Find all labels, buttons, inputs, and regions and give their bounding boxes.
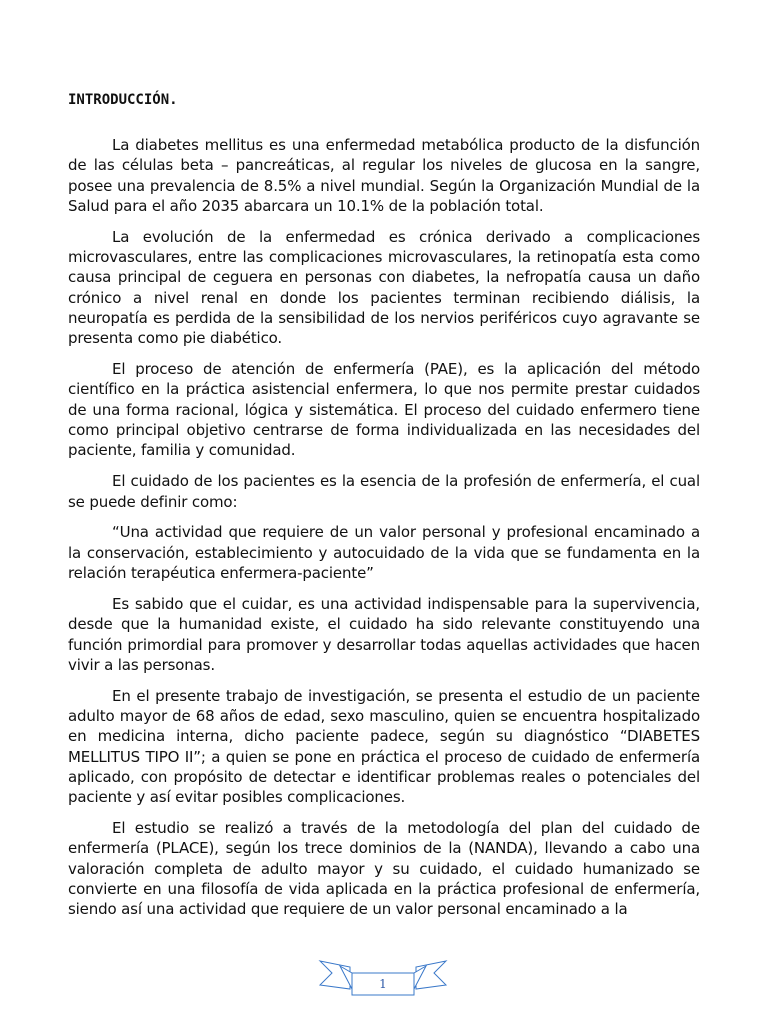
section-heading: INTRODUCCIÓN. (68, 92, 178, 108)
paragraph-2: La evolución de la enfermedad es crónica derivado a complicaciones microvasculares, entre las complicaciones microvasculares, la retinopatía esta como causa principal de ceguera en personas con diabetes, la nefropatía causa un daño crónico a nivel renal en donde los pacientes terminan recibiendo diálisis, la neuropatía es perdida de la sensibilidad de los nervios periféricos cuyo agravante se presenta como pie diabético. (68, 227, 700, 348)
document-body (68, 92, 700, 930)
paragraph-5-quote: “Una actividad que requiere de un valor personal y profesional encaminado a la conservación, establecimiento y autocuidado de la vida que se fundamenta en la relación terapéutica enfermera-paciente” (68, 523, 700, 583)
page-footer (318, 956, 448, 1004)
paragraph-1: La diabetes mellitus es una enfermedad metabólica producto de la disfunción de las células beta – pancreáticas, al regular los niveles de glucosa en la sangre, posee una prevalencia de 8.5% a nivel mundial. Según la Organización Mundial de la Salud para el año 2035 abarcara un 10.1% de la población total. (68, 136, 700, 215)
paragraph-6: Es sabido que el cuidar, es una actividad indispensable para la supervivencia, desde que la humanidad existe, el cuidado ha sido relevante constituyendo una función primordial para promover y desarrollar todas aquellas actividades que hacen vivir a las personas. (68, 594, 700, 674)
paragraph-4: El cuidado de los pacientes es la esencia de la profesión de enfermería, el cual se puede definir como: (68, 472, 700, 511)
paragraph-8: El estudio se realizó a través de la metodología del plan del cuidado de enfermería (PLACE), según los trece dominios de la (NANDA), llevando a cabo una valoración completa de adulto mayor y su cuidado, el cuidado humanizado se convierte en una filosofía de vida aplicada en la práctica profesional de enfermería, siendo así una actividad que requiere de un valor personal encaminado a la (68, 819, 700, 919)
page-number: 1 (379, 977, 387, 991)
paragraph-3: El proceso de atención de enfermería (PAE), es la aplicación del método científico en la práctica asistencial enfermera, lo que nos permite prestar cuidados de una forma racional, lógica y sistemática. El proceso del cuidado enfermero tiene como principal objetivo centrarse de forma individualizada en las necesidades del paciente, familia y comunidad. (68, 360, 700, 460)
paragraph-7: En el presente trabajo de investigación, se presenta el estudio de un paciente adulto mayor de 68 años de edad, sexo masculino, quien se encuentra hospitalizado en medicina interna, dicho paciente padece, según su diagnóstico “DIABETES MELLITUS TIPO II”; a quien se pone en práctica el proceso de cuidado de enfermería aplicado, con propósito de detectar e identificar problemas reales o potenciales del paciente y así evitar posibles complicaciones. (68, 686, 700, 807)
